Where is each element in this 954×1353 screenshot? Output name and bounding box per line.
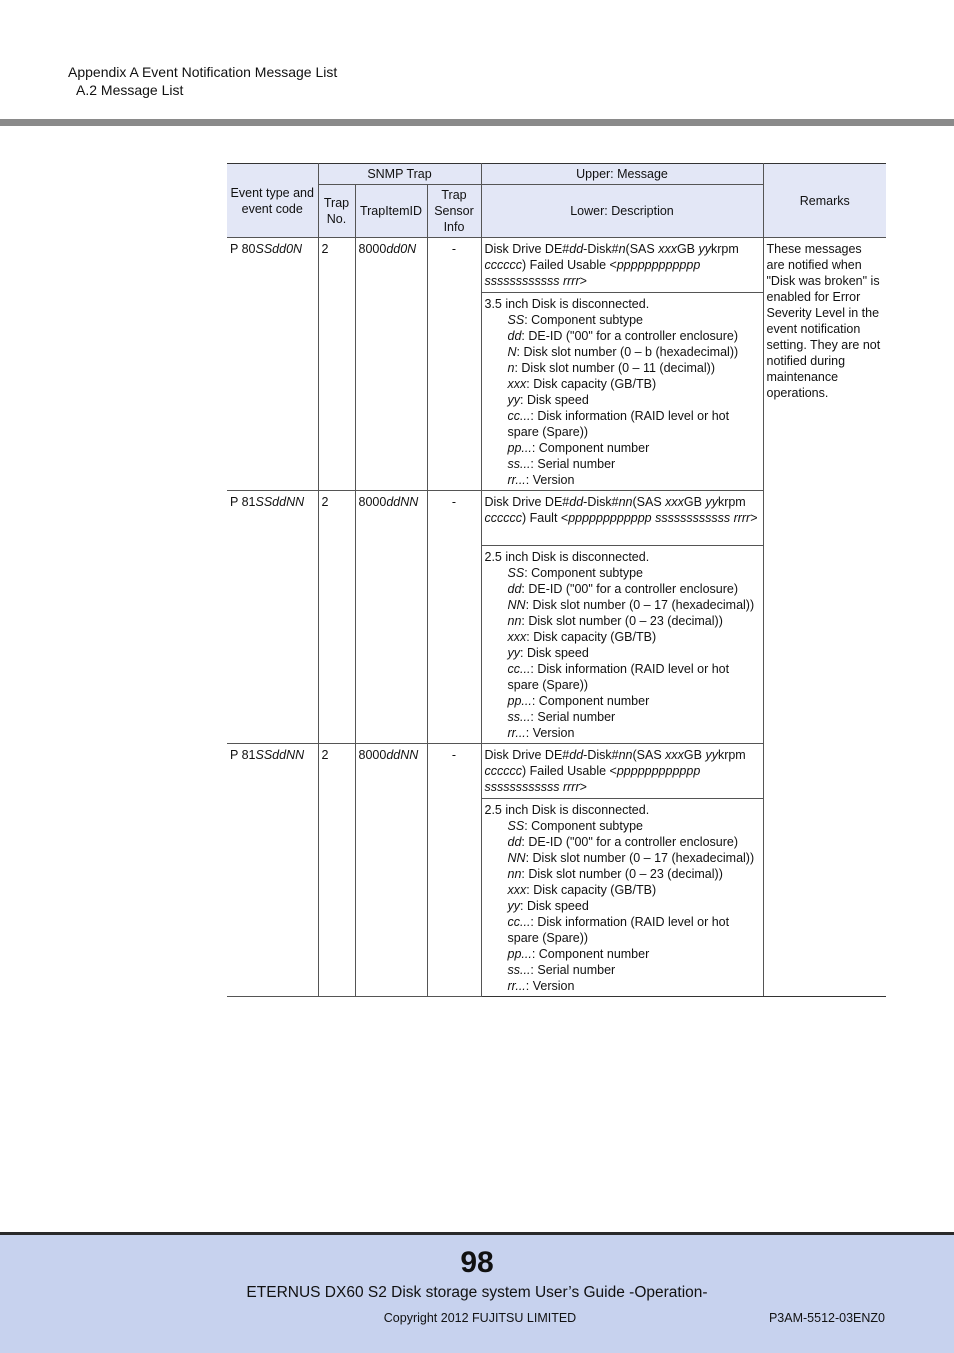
description-lower: 2.5 inch Disk is disconnected. SS: Component subtype dd: DE-ID ("00" for a controller enclosure) NN: Disk slot number (0 – 17 (hexadecimal)) nn: Disk slot number (0 – 23 (decimal)) xxx: Disk capacity (GB/TB) yy: Disk speed cc...: Disk information (RAID level or hot spare (Spare)) pp...: Component number ss...: Serial number rr...: Version (481, 799, 763, 997)
header-snmp-trap: SNMP Trap (318, 164, 481, 185)
trap-sensor: - (427, 491, 481, 744)
message-upper: Disk Drive DE#dd-Disk#nn(SAS xxxGB yykrpm cccccc) Fault <pppppppppppp ssssssssssss rrrr> (481, 491, 763, 546)
trap-sensor: - (427, 238, 481, 491)
event-code: P 81SSddNN (227, 744, 318, 997)
header-section: A.2 Message List (76, 82, 184, 98)
running-header (68, 63, 337, 99)
header-row-1 (227, 164, 886, 185)
description-lower: 2.5 inch Disk is disconnected. SS: Component subtype dd: DE-ID ("00" for a controller enclosure) NN: Disk slot number (0 – 17 (hexadecimal)) nn: Disk slot number (0 – 23 (decimal)) xxx: Disk capacity (GB/TB) yy: Disk speed cc...: Disk information (RAID level or hot spare (Spare)) pp...: Component number ss...: Serial number rr...: Version (481, 546, 763, 744)
trap-item-id: 8000dd0N (355, 238, 427, 491)
header-upper-message: Upper: Message (481, 164, 763, 185)
header-trap-sensor: Trap Sensor Info (427, 185, 481, 238)
trap-no: 2 (318, 238, 355, 491)
page-footer (0, 1232, 954, 1353)
header-rule (0, 119, 954, 126)
header-chapter: Appendix A Event Notification Message List (68, 64, 338, 80)
event-code: P 80SSdd0N (227, 238, 318, 491)
trap-item-id: 8000ddNN (355, 744, 427, 997)
header-remarks: Remarks (763, 164, 886, 238)
page-number: 98 (460, 1246, 494, 1279)
message-upper: Disk Drive DE#dd-Disk#nn(SAS xxxGB yykrpm cccccc) Failed Usable <pppppppppppp ssssssssssss rrrr> (481, 744, 763, 799)
trap-no: 2 (318, 491, 355, 744)
message-table (227, 163, 886, 997)
header-trap-no: Trap No. (318, 185, 355, 238)
description-lower: 3.5 inch Disk is disconnected. SS: Component subtype dd: DE-ID ("00" for a controller enclosure) N: Disk slot number (0 – b (hexadecimal)) n: Disk slot number (0 – 11 (decimal)) xxx: Disk capacity (GB/TB) yy: Disk speed cc...: Disk information (RAID level or hot spare (Spare)) pp...: Component number ss...: Serial number rr...: Version (481, 293, 763, 491)
trap-item-id: 8000ddNN (355, 491, 427, 744)
document-title: ETERNUS DX60 S2 Disk storage system User’s Guide -Operation- (246, 1284, 708, 1301)
header-trap-item-id: TrapItemID (355, 185, 427, 238)
table-row (227, 238, 886, 293)
document-id: P3AM-5512-03ENZ0 (768, 1311, 885, 1325)
header-lower-description: Lower: Description (481, 185, 763, 238)
copyright: Copyright 2012 FUJITSU LIMITED (383, 1311, 577, 1325)
trap-sensor: - (427, 744, 481, 997)
header-event-code: Event type and event code (227, 164, 318, 238)
event-code: P 81SSddNN (227, 491, 318, 744)
trap-no: 2 (318, 744, 355, 997)
remarks-text: These messages are notified when "Disk was broken" is enabled for Error Severity Level in the event notification setting. They are not notified during maintenance operations. (763, 238, 886, 997)
message-upper: Disk Drive DE#dd-Disk#n(SAS xxxGB yykrpm cccccc) Failed Usable <pppppppppppp ssssssssssss rrrr> (481, 238, 763, 293)
